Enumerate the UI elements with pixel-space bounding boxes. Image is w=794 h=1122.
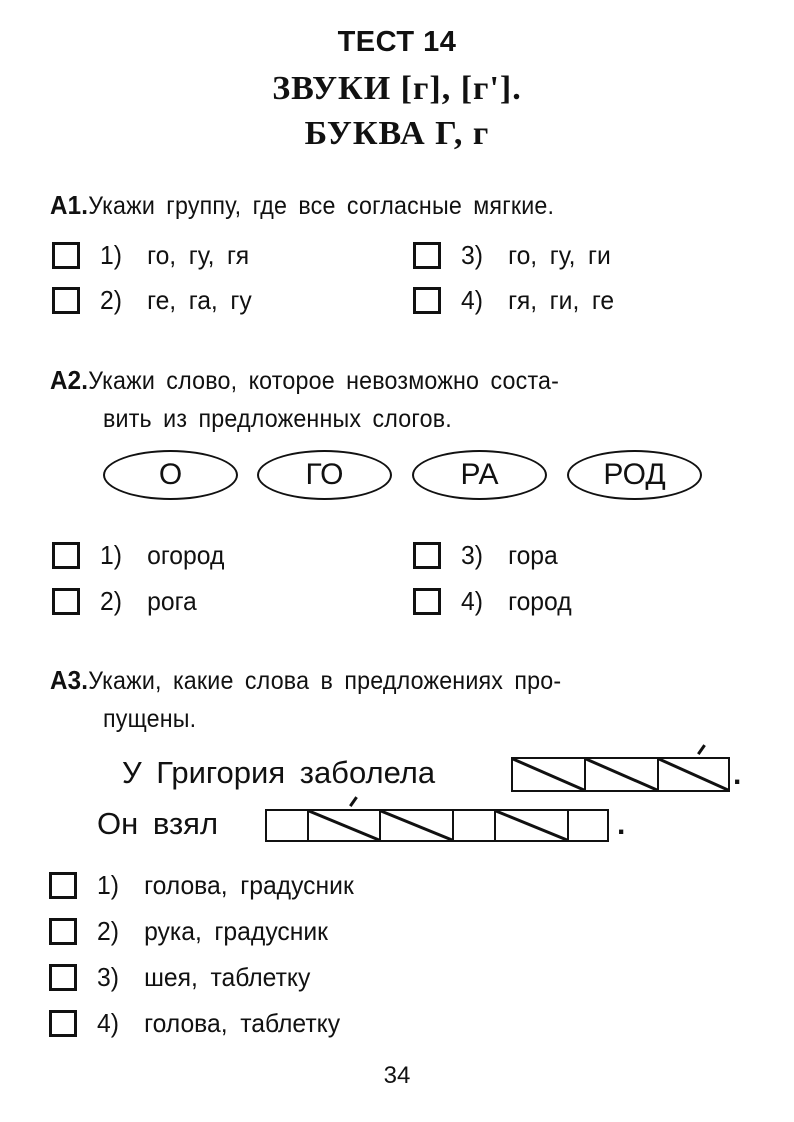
checkbox[interactable] <box>52 588 80 615</box>
syllable-oval <box>257 450 392 500</box>
page-title: ЗВУКИ [г], [г']. <box>272 70 522 107</box>
page-subtitle: БУКВА Г, г <box>304 115 490 152</box>
option-a1-3[interactable] <box>413 240 619 271</box>
syllable-oval <box>567 450 702 500</box>
option-label: 3) <box>461 540 483 570</box>
syllable-text: РОД <box>603 458 666 491</box>
option-text: огород <box>147 540 225 570</box>
scheme-cell-merge <box>309 811 381 840</box>
option-label: 2) <box>100 586 122 616</box>
option-text: рука, градусник <box>144 916 328 946</box>
option-a1-1[interactable] <box>52 240 257 271</box>
sentence-end: . <box>617 808 626 841</box>
option-a2-1[interactable] <box>52 540 231 571</box>
option-a2-2[interactable] <box>52 586 202 617</box>
scheme-cell-empty <box>267 811 309 840</box>
option-label: 1) <box>97 870 119 900</box>
option-label: 4) <box>461 285 483 315</box>
option-label: 4) <box>97 1008 119 1038</box>
option-a3-4[interactable] <box>49 1008 353 1039</box>
option-a3-3[interactable] <box>49 962 322 993</box>
checkbox[interactable] <box>413 588 441 615</box>
scheme-cell-merge <box>659 759 728 790</box>
option-a1-4[interactable] <box>413 285 622 316</box>
question-a3-line2: пущены. <box>103 705 197 733</box>
scheme-cell-merge <box>381 811 454 840</box>
question-a3 <box>50 665 561 696</box>
scheme-cell-merge <box>586 759 659 790</box>
option-label: 4) <box>461 586 483 616</box>
sound-scheme-2 <box>265 809 609 842</box>
option-text: рога <box>147 586 197 616</box>
scheme-cell-empty <box>454 811 496 840</box>
syllable-text: ГО <box>305 458 344 491</box>
option-label: 3) <box>461 240 483 270</box>
option-text: голова, градусник <box>144 870 354 900</box>
stress-mark-icon <box>697 744 705 754</box>
syllable-text: РА <box>460 458 499 491</box>
option-a3-1[interactable] <box>49 870 367 901</box>
page-number: 34 <box>383 1062 411 1089</box>
checkbox[interactable] <box>49 1010 77 1037</box>
option-text: город <box>508 586 572 616</box>
question-number: А1. <box>50 190 89 220</box>
option-text: шея, таблетку <box>144 962 311 992</box>
option-label: 2) <box>100 285 122 315</box>
option-a2-3[interactable] <box>413 540 563 571</box>
option-label: 1) <box>100 240 122 270</box>
option-label: 2) <box>97 916 119 946</box>
checkbox[interactable] <box>49 872 77 899</box>
sound-scheme-1 <box>511 757 730 792</box>
question-a2-line2: вить из предложенных слогов. <box>103 405 452 433</box>
sentence-1: У Григория заболела <box>122 755 436 790</box>
question-number: А2. <box>50 365 89 395</box>
scheme-cell-empty <box>569 811 607 840</box>
question-a1 <box>50 190 554 221</box>
sentence-2: Он взял <box>97 806 219 841</box>
checkbox[interactable] <box>413 542 441 569</box>
option-a3-2[interactable] <box>49 916 340 947</box>
question-text: Укажи, какие слова в предложениях про- <box>88 667 562 695</box>
option-text: голова, таблетку <box>144 1008 341 1038</box>
option-text: го, гу, гя <box>147 240 250 270</box>
scheme-cell-merge <box>496 811 569 840</box>
checkbox[interactable] <box>413 287 441 314</box>
option-text: гя, ги, ге <box>508 285 615 315</box>
option-label: 3) <box>97 962 119 992</box>
sentence-end: . <box>733 758 742 791</box>
test-number: ТЕСТ 14 <box>337 26 457 58</box>
syllable-oval <box>412 450 547 500</box>
option-text: гора <box>508 540 558 570</box>
scheme-cell-merge <box>513 759 586 790</box>
question-number: А3. <box>50 665 89 695</box>
checkbox[interactable] <box>52 242 80 269</box>
syllable-oval <box>103 450 238 500</box>
question-text: Укажи группу, где все согласные мягкие. <box>88 192 555 220</box>
option-a1-2[interactable] <box>52 285 260 316</box>
option-a2-4[interactable] <box>413 586 577 617</box>
question-a2 <box>50 365 559 396</box>
stress-mark-icon <box>349 796 357 806</box>
checkbox[interactable] <box>49 964 77 991</box>
checkbox[interactable] <box>413 242 441 269</box>
checkbox[interactable] <box>52 542 80 569</box>
option-text: ге, га, гу <box>147 285 252 315</box>
option-label: 1) <box>100 540 122 570</box>
option-text: го, гу, ги <box>508 240 611 270</box>
syllable-text: О <box>158 458 183 491</box>
checkbox[interactable] <box>49 918 77 945</box>
checkbox[interactable] <box>52 287 80 314</box>
question-text: Укажи слово, которое невозможно соста- <box>88 367 560 395</box>
